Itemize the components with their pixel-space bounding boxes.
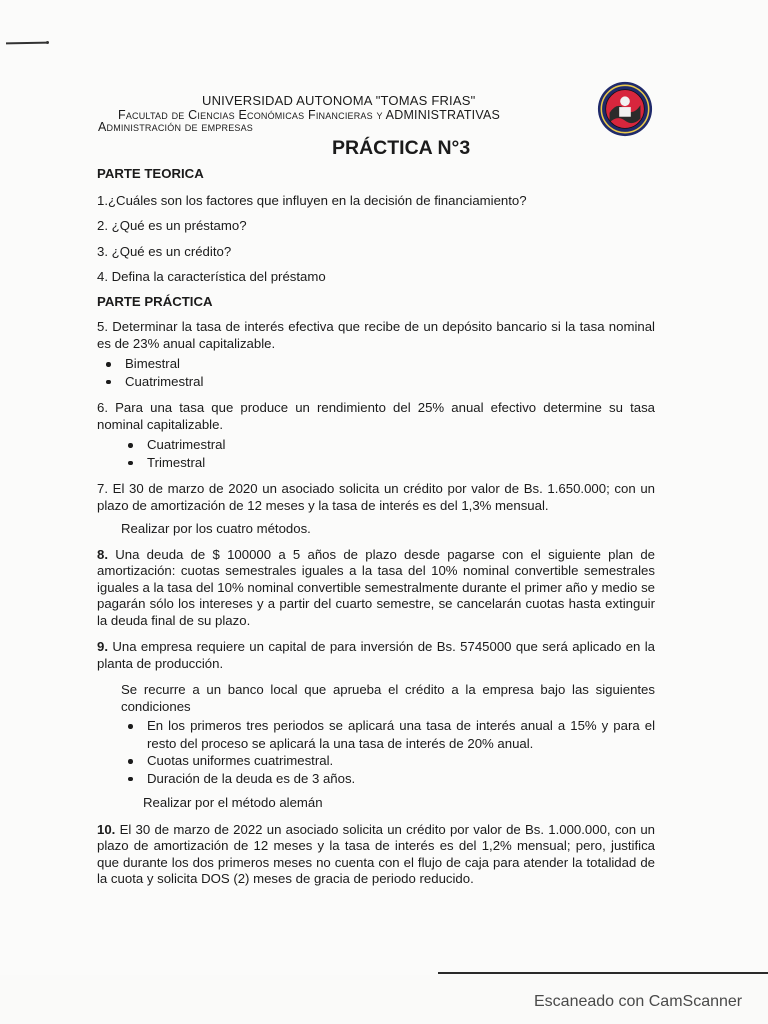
list-item: Cuatrimestral [119, 436, 655, 454]
document-body [97, 164, 655, 888]
question-6-options [97, 436, 655, 471]
question-5-options [97, 355, 655, 390]
question-9-note: Realizar por el método alemán [143, 795, 323, 810]
list-item: Cuotas uniformes cuatrimestral. [119, 752, 655, 770]
question-10-number: 10. [97, 821, 116, 837]
list-item: Trimestral [119, 454, 655, 472]
program-name: Administración de empresas [98, 120, 253, 134]
university-name: UNIVERSIDAD AUTONOMA "TOMAS FRIAS" [202, 93, 476, 108]
practice-heading: PARTE PRÁCTICA [97, 293, 213, 309]
theory-question-2: 2. ¿Qué es un préstamo? [97, 218, 247, 233]
question-8-text: Una deuda de $ 100000 a 5 años de plazo desde pagarse con el siguiente plan de amortización: cuotas semestrales iguales a la tasa del 10% nominal convertible semestrales iguales a la tasa del 10% nominal convertible semestralmente durante el primer año y medio se pagarán sólo los intereses y a partir del cuarto semestre, se cancelarán cuotas hasta extinguir la deuda final de su plazo. [97, 546, 655, 628]
question-10-text: El 30 de marzo de 2022 un asociado solicita un crédito por valor de Bs. 1.000.000, con un plazo de amortización de 12 meses y la tasa de interés es del 1,2% mensual; pero, justifica que durante los dos primeros meses no cuenta con el flujo de caja para atender la totalidad de la cuota y solicita DOS (2) meses de gracia de periodo reducido. [97, 821, 656, 886]
list-item: Bimestral [97, 355, 655, 373]
theory-question-1: 1.¿Cuáles son los factores que influyen en la decisión de financiamiento? [97, 192, 527, 208]
question-7-note: Realizar por los cuatro métodos. [121, 521, 311, 536]
theory-question-4: 4. Defina la característica del préstamo [97, 269, 326, 284]
question-9-conditions [97, 717, 655, 787]
question-8 [97, 547, 655, 630]
camscanner-watermark: Escaneado con CamScanner [534, 993, 743, 1010]
question-7: 7. El 30 de marzo de 2020 un asociado solicita un crédito por valor de Bs. 1.650.000; con un plazo de amortización de 12 meses y la tasa de interés es del 1,3% mensual. [97, 481, 655, 513]
list-item: Cuatrimestral [97, 373, 655, 391]
list-item: En los primeros tres periodos se aplicará una tasa de interés anual a 15% y para el resto del proceso se aplicará la una tasa de interés de 20% anual. [119, 717, 655, 752]
list-item: Duración de la deuda es de 3 años. [119, 770, 655, 788]
question-6: 6. Para una tasa que produce un rendimiento del 25% anual efectivo determine su tasa nominal capitalizable. [97, 400, 655, 432]
theory-question-3: 3. ¿Qué es un crédito? [97, 243, 232, 259]
faculty-name: Facultad de Ciencias Económicas Financieras y ADMINISTRATIVAS [118, 108, 501, 122]
pen-mark [6, 42, 48, 45]
pen-dot [46, 41, 49, 44]
page-title: PRÁCTICA N°3 [332, 137, 471, 159]
question-10 [97, 822, 655, 888]
question-8-number: 8. [97, 546, 108, 562]
question-9-text: Una empresa requiere un capital de para inversión de Bs. 5745000 que será aplicado en la planta de producción. [97, 639, 655, 671]
question-5: 5. Determinar la tasa de interés efectiva que recibe de un depósito bancario si la tasa nominal es de 23% anual capitalizable. [97, 319, 655, 351]
question-9-number: 9. [97, 639, 108, 654]
question-9-intro: Se recurre a un banco local que aprueba el crédito a la empresa bajo las siguientes condiciones [121, 682, 655, 714]
scan-edge-line [438, 972, 768, 974]
university-seal-icon [596, 80, 654, 138]
question-9 [97, 639, 655, 672]
theory-heading: PARTE TEORICA [97, 166, 204, 181]
